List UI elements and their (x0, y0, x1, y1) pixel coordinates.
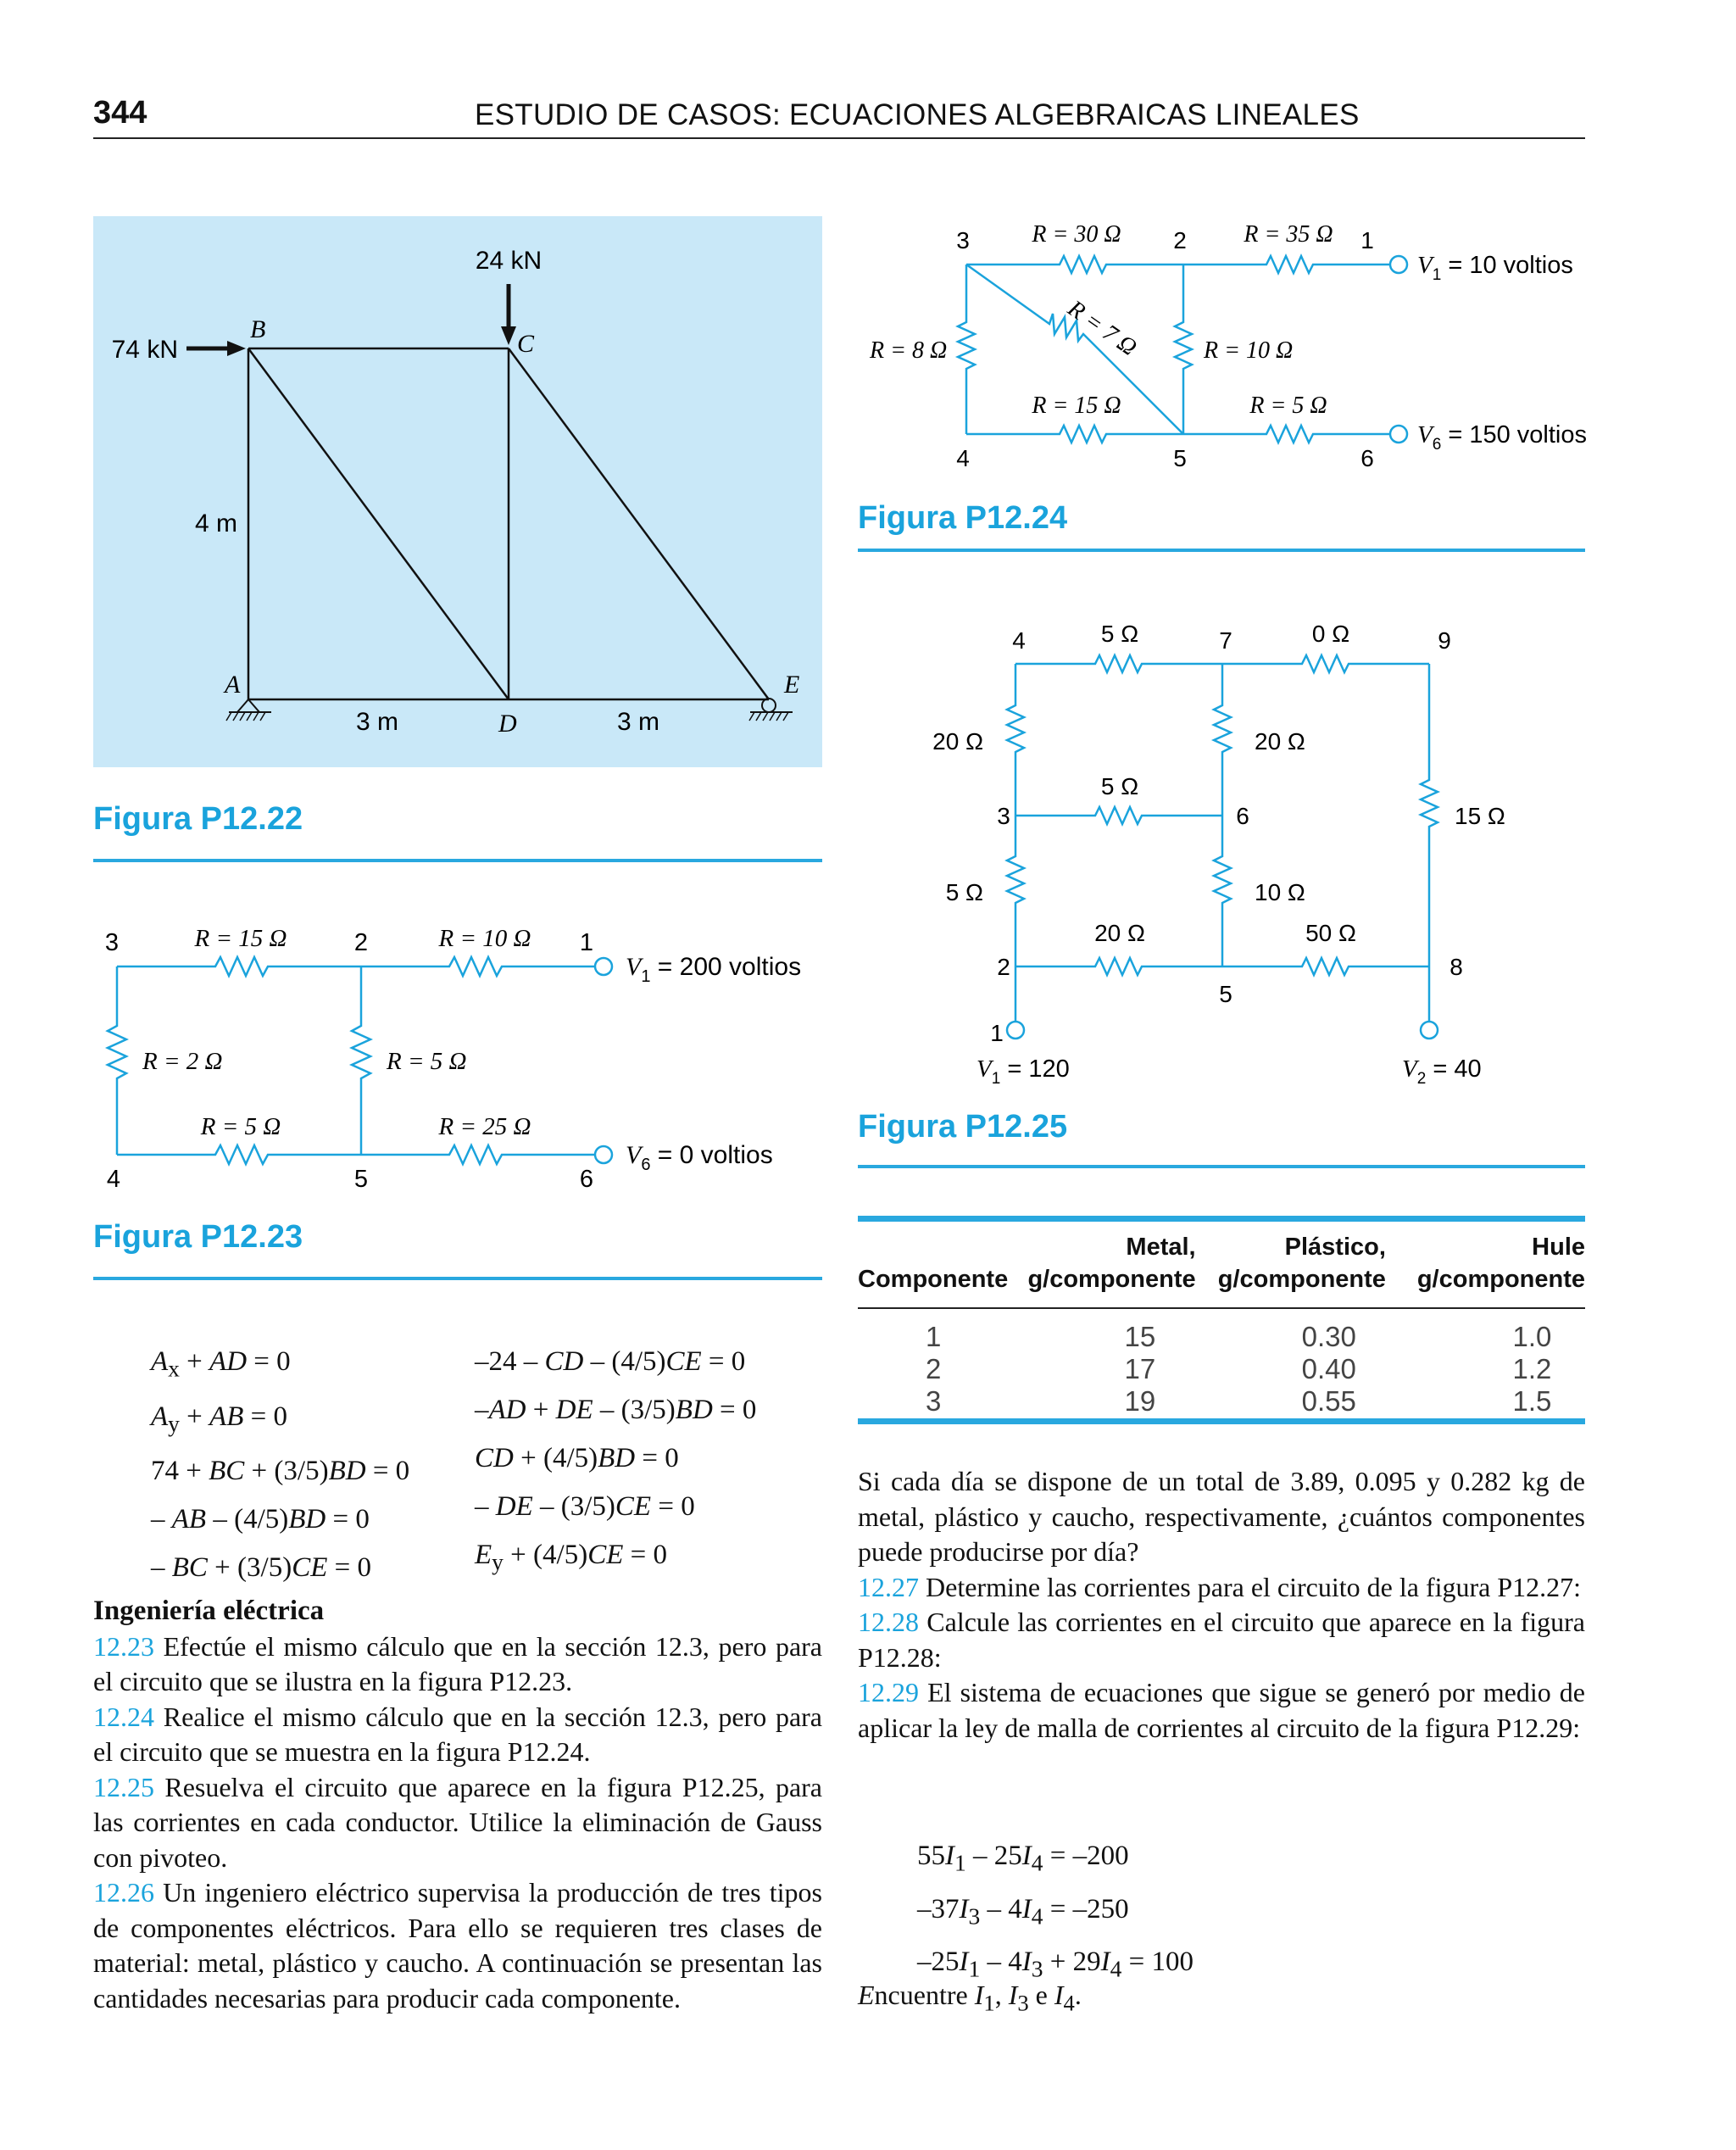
circuit-p12-24 (856, 212, 1611, 475)
eq-right-5: $E_y + (4/5)CE = 0$ (475, 1540, 667, 1575)
label-r76: 20 Ω (1255, 728, 1305, 755)
table-header-row (858, 1231, 1585, 1295)
resistor-r45 (966, 426, 1183, 443)
eq-left-1: $A_x$ + AD = 0 (151, 1346, 291, 1382)
label-r21: R = 10 Ω (438, 925, 531, 952)
node-9: 9 (1438, 627, 1451, 654)
caption-rule-22 (93, 859, 822, 862)
force-label-top: 24 kN (475, 247, 542, 275)
label-v2: = 40 (1433, 1056, 1482, 1083)
eq-right-4: – DE – (3/5)CE = 0 (475, 1491, 695, 1522)
resistor-r65 (1214, 816, 1231, 966)
svg-text:V6 = 0 voltios: $V_6 = 0$ voltios (626, 1141, 773, 1174)
span1-label: 3 m (355, 708, 399, 736)
node-1: 1 (579, 929, 594, 956)
svg-text:V1 = 120: $V_1 = 120$ (976, 1056, 1070, 1085)
label-r34: R = 2 Ω (142, 1048, 223, 1075)
terminal-6 (595, 1146, 612, 1163)
eq-left-5: – BC + (3/5)CE = 0 (151, 1552, 371, 1584)
truss-background (93, 216, 822, 767)
node-5: 5 (353, 1166, 369, 1193)
problem-12-28: 12.28 Calcule las corrientes en el circuito que aparece en la figura P12.28: (858, 1607, 1586, 1673)
label-r35: R = 7 Ω (1062, 295, 1142, 362)
resistor-r56 (361, 1145, 595, 1164)
svg-text:V6 = 150 voltios: $V_6 = 150$ voltios (1417, 421, 1587, 454)
label-r45: R = 15 Ω (1032, 393, 1121, 419)
resistor-r45 (117, 1145, 361, 1164)
node-8: 8 (1449, 954, 1463, 980)
caption-rule-25 (858, 1165, 1585, 1168)
terminal-1 (595, 958, 612, 975)
mesh-equations (917, 1833, 1194, 1992)
node-4: 4 (1012, 627, 1026, 654)
node-2: 2 (997, 954, 1010, 980)
node-a-label: A (225, 671, 241, 699)
node-4: 4 (106, 1166, 121, 1193)
mesh-eq-2: $-37I_3 - 4I_4 = -250$ (917, 1893, 1129, 1930)
resistor-r34 (958, 265, 975, 434)
right-body-text (858, 1464, 1585, 1746)
closing-line: Encuentre $I_1$, $I_3$ e $I_4$. (858, 1980, 1082, 2016)
label-r25: R = 5 Ω (387, 1048, 467, 1075)
resistor-r25 (352, 966, 370, 1155)
section-title: Ingeniería eléctrica (93, 1596, 325, 1626)
problem-12-26: 12.26 Un ingeniero eléctrico supervisa la producción de tres tipos de componentes eléctricos. Para ello se requieren tres clases de material: metal, plástico y caucho. A continuación se presentan las cantidades necesarias para producir cada componente. (93, 1877, 823, 2014)
resistor-r36 (1015, 807, 1222, 824)
eq-right-1: –24 – CD – (4/5)CE = 0 (475, 1346, 746, 1377)
label-r98: 15 Ω (1455, 803, 1505, 829)
table-top-rule (858, 1216, 1585, 1222)
running-title: ESTUDIO DE CASOS: ECUACIONES ALGEBRAICAS LINEALES (475, 98, 1360, 131)
node-d-label: D (498, 710, 517, 738)
table-row: 3 19 0.55 1.5 (926, 1385, 1552, 1417)
svg-text:V1 = 10 voltios: $V_1 = 10$ voltios (1417, 252, 1573, 284)
svg-text:V1 = 200 voltios: $V_1 = 200$ voltios (626, 953, 802, 986)
truss-equations-left (151, 1338, 409, 1592)
node-2: 2 (353, 929, 369, 956)
table-row: 1 15 0.30 1.0 (926, 1321, 1552, 1352)
label-r58: 50 Ω (1305, 920, 1356, 946)
node-6: 6 (1360, 445, 1374, 471)
label-r43: 20 Ω (932, 728, 983, 755)
label-r56: R = 5 Ω (1249, 393, 1327, 419)
resistor-r32 (117, 957, 361, 976)
resistor-r32 (966, 256, 1183, 273)
resistor-r47 (1015, 655, 1222, 672)
resistor-r32 (1007, 816, 1024, 966)
label-r25: R = 10 Ω (1204, 337, 1294, 364)
resistor-r76 (1214, 664, 1231, 816)
node-3: 3 (997, 803, 1010, 829)
truss-figure (93, 216, 822, 767)
problem-12-26-question: Si cada día se dispone de un total de 3.89, 0.095 y 0.282 kg de metal, plástico y caucho, respectivamente, ¿cuántos componentes puede producirse por día? (858, 1466, 1585, 1567)
label-v6: = 0 voltios (657, 1141, 773, 1169)
node-5: 5 (1219, 981, 1232, 1007)
header-rule (93, 137, 1585, 139)
th-componente: Componente (858, 1266, 1009, 1293)
th-metal: Metal, g/componente (1027, 1234, 1196, 1293)
eq-left-2: $A_y$ + AB = 0 (151, 1401, 287, 1437)
problem-12-23: 12.23 Efectúe el mismo cálculo que en la sección 12.3, pero para el circuito que se ilustra en la figura P12.23. (93, 1630, 823, 1696)
force-label-left: 74 kN (111, 336, 178, 364)
resistor-r34 (108, 966, 126, 1155)
label-r56: R = 25 Ω (438, 1113, 531, 1140)
resistor-r25 (1015, 958, 1222, 975)
svg-text:V2 = 40: $V_2 = 40$ (1402, 1056, 1482, 1085)
page-number: 344 (93, 95, 147, 131)
resistor-r98 (1421, 664, 1438, 966)
node-4: 4 (956, 445, 970, 471)
th-hule: Hule g/componente (1416, 1234, 1585, 1293)
left-body-text (93, 1594, 822, 2016)
eq-right-3: CD + (4/5)BD = 0 (475, 1443, 679, 1473)
label-r32: R = 30 Ω (1032, 221, 1121, 248)
label-r45: R = 5 Ω (200, 1113, 281, 1140)
label-r25: 20 Ω (1094, 920, 1145, 946)
label-r21: R = 35 Ω (1244, 221, 1333, 248)
label-v1: = 10 voltios (1448, 252, 1573, 279)
mesh-eq-3: $-25I_1 - 4I_3 + 29I_4 = 100$ (917, 1947, 1194, 1982)
resistor-r79 (1222, 655, 1429, 672)
terminal-6 (1390, 426, 1407, 443)
resistor-r58 (1222, 958, 1429, 975)
caption-rule-23 (93, 1277, 822, 1280)
node-c-label: C (517, 330, 535, 358)
caption-p12-25: Figura P12.25 (858, 1109, 1068, 1145)
label-r36: 5 Ω (1100, 773, 1139, 799)
eq-left-3: 74 + BC + (3/5)BD = 0 (151, 1456, 410, 1487)
label-r65: 10 Ω (1255, 879, 1305, 905)
label-v6: = 150 voltios (1448, 421, 1587, 448)
label-v1: = 120 (1007, 1056, 1070, 1083)
circuit-p12-23 (93, 916, 839, 1195)
label-r34: R = 8 Ω (870, 337, 948, 364)
caption-p12-23: Figura P12.23 (93, 1219, 303, 1255)
node-e-label: E (784, 671, 800, 699)
th-plastico: Plástico, g/componente (1217, 1234, 1386, 1293)
node-b-label: B (250, 315, 266, 343)
label-r47: 5 Ω (1100, 621, 1139, 647)
label-r32: 5 Ω (945, 879, 983, 905)
problem-12-27: 12.27 Determine las corrientes para el circuito de la figura P12.27: (858, 1571, 1582, 1602)
eq-right-2: –AD + DE – (3/5)BD = 0 (475, 1395, 757, 1425)
node-2: 2 (1173, 227, 1187, 253)
materials-table (858, 1231, 1585, 1418)
node-3: 3 (956, 227, 970, 253)
node-3: 3 (104, 929, 120, 956)
table-row: 2 17 0.40 1.2 (926, 1353, 1552, 1384)
problem-12-25: 12.25 Resuelva el circuito que aparece en la figura P12.25, para las corrientes en cada conductor. Utilice la eliminación de Gauss con pivoteo. (93, 1771, 822, 1873)
node-6: 6 (579, 1166, 594, 1193)
mesh-eq-1: $55I_1 - 25I_4 = -200$ (917, 1841, 1129, 1876)
node-7: 7 (1219, 627, 1232, 654)
resistor-r56 (1183, 426, 1390, 443)
resistor-r25 (1175, 265, 1192, 434)
node-1: 1 (1360, 227, 1374, 253)
caption-rule-24 (858, 549, 1585, 552)
label-r32: R = 15 Ω (194, 925, 287, 952)
label-v1: = 200 voltios (657, 953, 802, 981)
eq-left-4: – AB – (4/5)BD = 0 (151, 1504, 370, 1535)
resistor-r21 (1183, 256, 1390, 273)
height-label: 4 m (194, 510, 237, 538)
problem-12-29: 12.29 El sistema de ecuaciones que sigue se generó por medio de aplicar la ley de malla de corrientes al circuito de la figura P12.29: (858, 1677, 1586, 1743)
caption-p12-24: Figura P12.24 (858, 500, 1068, 536)
span2-label: 3 m (616, 708, 660, 736)
circuit-p12-25 (856, 610, 1611, 1085)
problem-12-24: 12.24 Realice el mismo cálculo que en la sección 12.3, pero para el circuito que se muestra en la figura P12.24. (93, 1701, 822, 1767)
node-5: 5 (1173, 445, 1187, 471)
label-r79: 0 Ω (1311, 621, 1350, 647)
resistor-r21 (361, 957, 595, 976)
terminal-1 (1390, 256, 1407, 273)
node-6: 6 (1236, 803, 1249, 829)
truss-equations-right (475, 1338, 756, 1586)
terminal-1 (1007, 1022, 1024, 1039)
table-bottom-rule (858, 1418, 1585, 1424)
caption-p12-22: Figura P12.22 (93, 801, 303, 837)
node-1: 1 (990, 1020, 1004, 1046)
resistor-r43 (1007, 664, 1024, 816)
terminal-2 (1421, 1022, 1438, 1039)
